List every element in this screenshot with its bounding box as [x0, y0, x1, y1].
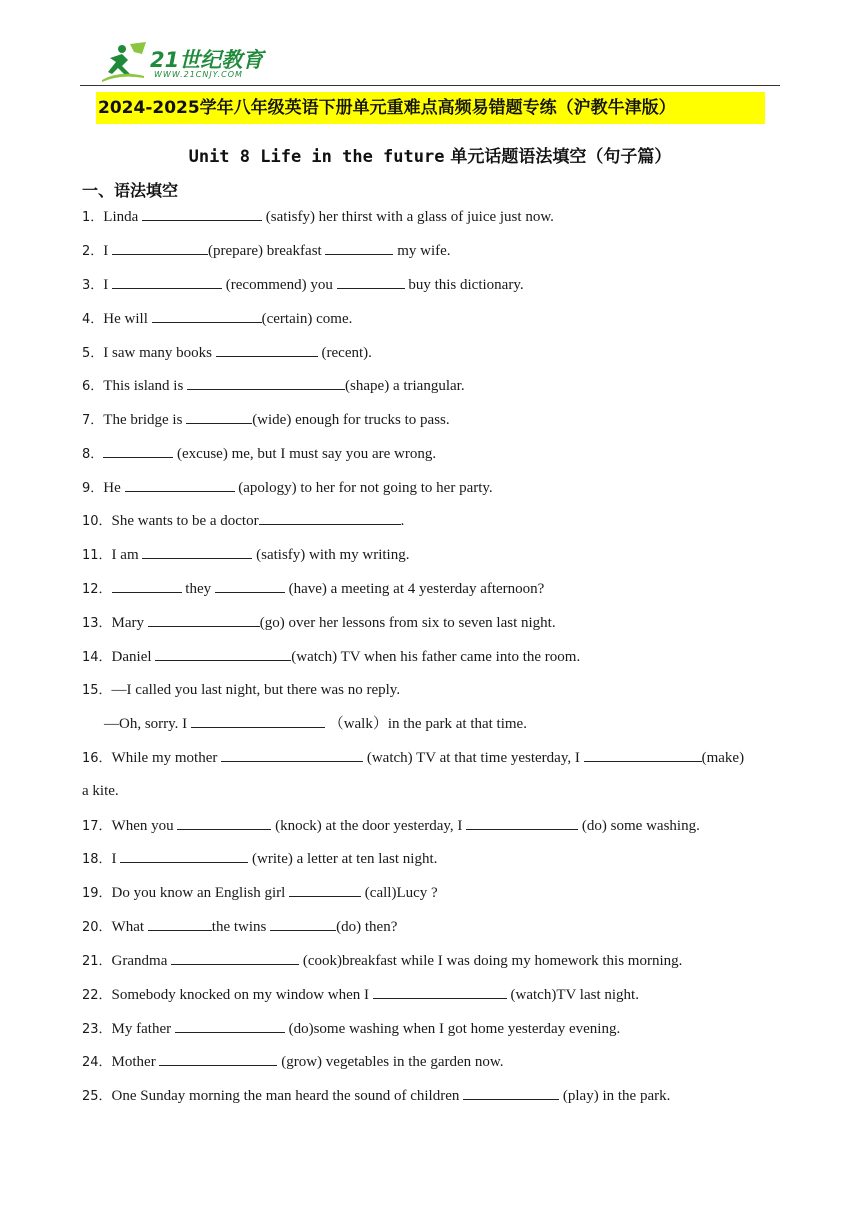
question-number: 2． — [82, 244, 104, 259]
question-text: He will — [103, 311, 152, 327]
question-text: Mary — [111, 615, 148, 631]
question-text: buy this dictionary. — [404, 277, 524, 293]
question-text: My father — [111, 1021, 175, 1037]
question-text: She wants to be a doctor — [111, 513, 259, 529]
question-text: (do) then? — [336, 919, 398, 935]
question-text: (make) — [701, 750, 745, 766]
question-item — [82, 375, 465, 397]
question-number: 12． — [82, 582, 112, 597]
question-number: 15． — [82, 683, 112, 698]
question-text: I am — [111, 547, 143, 563]
question-text: (do) some washing. — [578, 818, 700, 834]
question-item — [82, 206, 554, 228]
question-item — [82, 240, 451, 262]
question-item — [82, 781, 119, 801]
question-item — [82, 1051, 504, 1073]
answer-blank[interactable] — [216, 342, 318, 357]
question-number: 6． — [82, 379, 104, 394]
logo — [100, 40, 270, 86]
question-item — [82, 510, 404, 532]
question-text: (play) in the park. — [559, 1088, 671, 1104]
question-number: 22． — [82, 988, 112, 1003]
question-text: (write) a letter at ten last night. — [248, 851, 438, 867]
question-number: 18． — [82, 852, 112, 867]
question-text: . — [400, 513, 405, 529]
question-text: （walk）in the park at that time. — [324, 716, 527, 732]
question-item — [82, 747, 744, 769]
runner-logo-icon — [100, 40, 150, 84]
answer-blank[interactable] — [159, 1051, 277, 1066]
answer-blank[interactable] — [112, 240, 208, 255]
question-text: (certain) come. — [261, 311, 353, 327]
answer-blank[interactable] — [373, 984, 507, 999]
question-text: —Oh, sorry. I — [104, 716, 191, 732]
answer-blank[interactable] — [175, 1018, 285, 1033]
question-number: 23． — [82, 1022, 112, 1037]
question-number: 7． — [82, 413, 104, 428]
answer-blank[interactable] — [120, 848, 248, 863]
question-item — [82, 815, 700, 837]
answer-blank[interactable] — [187, 375, 345, 390]
question-number: 1． — [82, 210, 104, 225]
question-item — [82, 477, 493, 499]
question-number: 16． — [82, 751, 112, 766]
question-text: I — [103, 277, 113, 293]
answer-blank[interactable] — [142, 206, 262, 221]
answer-blank[interactable] — [289, 882, 361, 897]
question-text: (cook)breakfast while I was doing my homework this morning. — [299, 953, 683, 969]
question-item — [82, 1085, 670, 1107]
document-banner-title: 2024-2025学年八年级英语下册单元重难点高频易错题专练（沪教牛津版） — [96, 92, 765, 124]
question-number: 3． — [82, 278, 104, 293]
question-text: (satisfy) her thirst with a glass of juice just now. — [262, 209, 554, 225]
question-item — [82, 443, 436, 465]
question-text: He — [103, 480, 125, 496]
question-item — [82, 409, 450, 431]
question-number: 21． — [82, 954, 112, 969]
answer-blank[interactable] — [221, 747, 363, 762]
answer-blank[interactable] — [148, 612, 260, 627]
answer-blank[interactable] — [112, 578, 182, 593]
question-item — [82, 612, 556, 634]
question-text: (watch)TV last night. — [506, 987, 639, 1003]
answer-blank[interactable] — [171, 950, 299, 965]
question-text: Grandma — [111, 953, 172, 969]
question-text: Linda — [103, 209, 143, 225]
question-text: (watch) TV when his father came into the room. — [291, 649, 581, 665]
question-item — [82, 1018, 620, 1040]
question-item — [82, 848, 437, 870]
answer-blank[interactable] — [337, 274, 405, 289]
question-number: 24． — [82, 1055, 112, 1070]
question-number: 4． — [82, 312, 104, 327]
question-number: 17． — [82, 819, 112, 834]
question-item — [82, 308, 352, 330]
question-text: (knock) at the door yesterday, I — [271, 818, 467, 834]
question-item — [82, 646, 580, 668]
question-item — [104, 713, 527, 734]
answer-blank[interactable] — [186, 409, 252, 424]
answer-blank[interactable] — [325, 240, 393, 255]
answer-blank[interactable] — [259, 510, 401, 525]
question-item — [82, 578, 544, 600]
question-text: (have) a meeting at 4 yesterday afternoon? — [284, 581, 545, 597]
answer-blank[interactable] — [103, 443, 173, 458]
question-text: (watch) TV at that time yesterday, I — [363, 750, 584, 766]
question-number: 8． — [82, 447, 104, 462]
question-text: What — [111, 919, 148, 935]
question-item — [82, 916, 397, 938]
answer-blank[interactable] — [270, 916, 336, 931]
question-number: 9． — [82, 481, 104, 496]
answer-blank[interactable] — [584, 747, 702, 762]
question-text: the twins — [211, 919, 271, 935]
subtitle-unit: Unit 8 Life in the future — [188, 147, 445, 167]
question-text: (satisfy) with my writing. — [252, 547, 410, 563]
answer-blank[interactable] — [466, 815, 578, 830]
question-text: (wide) enough for trucks to pass. — [252, 412, 450, 428]
question-text: One Sunday morning the man heard the sound of children — [111, 1088, 464, 1104]
question-text: I — [103, 243, 113, 259]
answer-blank[interactable] — [152, 308, 262, 323]
question-number: 10． — [82, 514, 112, 529]
question-text: When you — [111, 818, 178, 834]
question-text: (shape) a triangular. — [345, 378, 465, 394]
question-item — [82, 984, 639, 1006]
answer-blank[interactable] — [215, 578, 285, 593]
section-heading: 一、语法填空 — [82, 181, 179, 200]
question-item — [82, 882, 438, 904]
question-item — [82, 342, 372, 364]
question-item — [82, 274, 524, 296]
question-text: The bridge is — [103, 412, 187, 428]
question-text: I saw many books — [103, 345, 216, 361]
logo-url: WWW.21CNJY.COM — [154, 70, 243, 79]
question-text: Do you know an English girl — [111, 885, 290, 901]
question-number: 19． — [82, 886, 112, 901]
question-item — [82, 544, 409, 566]
question-text: (grow) vegetables in the garden now. — [277, 1054, 504, 1070]
question-text: they — [181, 581, 215, 597]
question-text: (prepare) breakfast — [208, 243, 326, 259]
question-text: I — [111, 851, 121, 867]
question-text: —I called you last night, but there was no reply. — [111, 682, 401, 698]
question-text: This island is — [103, 378, 188, 394]
answer-blank[interactable] — [142, 544, 252, 559]
question-text: Daniel — [111, 649, 156, 665]
subtitle-topic: 单元话题语法填空（句子篇） — [444, 147, 672, 167]
header-divider — [80, 85, 780, 86]
question-item — [82, 680, 400, 701]
answer-blank[interactable] — [112, 274, 222, 289]
answer-blank[interactable] — [177, 815, 271, 830]
question-text: (go) over her lessons from six to seven last night. — [259, 615, 556, 631]
question-text: Somebody knocked on my window when I — [111, 987, 373, 1003]
question-number: 20． — [82, 920, 112, 935]
question-text: (excuse) me, but I must say you are wrong. — [173, 446, 437, 462]
answer-blank[interactable] — [155, 646, 291, 661]
question-number: 25． — [82, 1089, 112, 1104]
question-item — [82, 950, 682, 972]
answer-blank[interactable] — [125, 477, 235, 492]
document-subtitle — [0, 142, 860, 167]
answer-blank[interactable] — [463, 1085, 559, 1100]
answer-blank[interactable] — [191, 713, 325, 728]
question-number: 5． — [82, 346, 104, 361]
answer-blank[interactable] — [148, 916, 212, 931]
question-number: 14． — [82, 650, 112, 665]
question-number: 13． — [82, 616, 112, 631]
question-text: (recommend) you — [222, 277, 337, 293]
question-text: (apology) to her for not going to her party. — [234, 480, 493, 496]
logo-brand: 21世纪教育 — [150, 48, 264, 72]
question-text: (recent). — [317, 345, 372, 361]
question-text: my wife. — [393, 243, 451, 259]
question-text: Mother — [111, 1054, 160, 1070]
question-number: 11． — [82, 548, 112, 563]
question-text: (call)Lucy ? — [361, 885, 438, 901]
question-text: a kite. — [82, 783, 119, 799]
question-text: While my mother — [111, 750, 222, 766]
question-text: (do)some washing when I got home yesterday evening. — [284, 1021, 621, 1037]
